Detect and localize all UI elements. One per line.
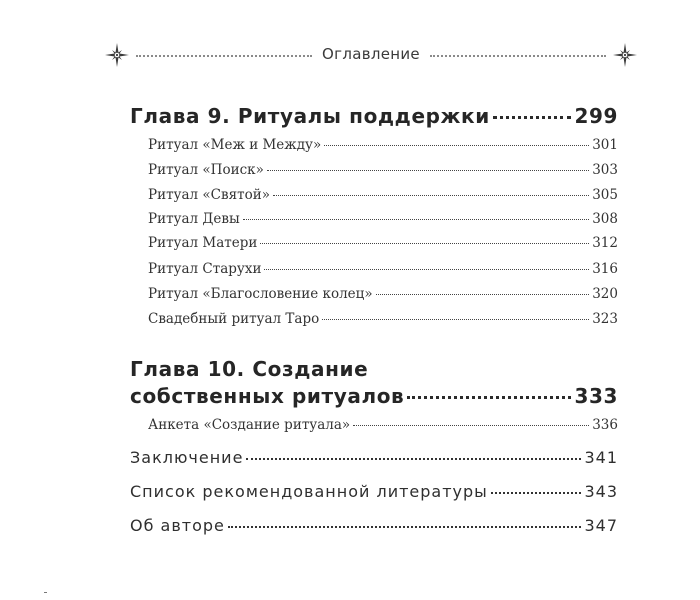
- entry-title: Анкета «Создание ритуала»: [148, 417, 351, 433]
- header-dotted-line: [430, 55, 606, 57]
- chapter-title: собственных ритуалов: [130, 384, 405, 408]
- dot-leader: [376, 294, 590, 295]
- entry-page-number: 305: [592, 187, 618, 203]
- dot-leader: [407, 396, 571, 399]
- page-title: Оглавление: [322, 45, 420, 63]
- dot-leader: [243, 219, 590, 220]
- entry-title: Ритуал «Святой»: [148, 187, 270, 203]
- entry-title: Ритуал «Поиск»: [148, 162, 264, 178]
- chapter-title: Глава 9. Ритуалы поддержки: [130, 104, 490, 128]
- toc-entry: [148, 187, 618, 203]
- toc-entry: [148, 261, 618, 277]
- toc-header: [104, 42, 638, 68]
- entry-title: Ритуал Матери: [148, 235, 258, 251]
- entry-page-number: 320: [592, 286, 618, 302]
- section-page-number: 347: [584, 516, 618, 535]
- toc-entry: [148, 286, 618, 302]
- toc-entry: [148, 311, 618, 327]
- scan-speck: [44, 592, 47, 593]
- dot-leader: [322, 319, 589, 320]
- toc-chapter: [130, 384, 618, 408]
- entry-page-number: 312: [592, 235, 618, 251]
- toc-entry: [148, 137, 618, 153]
- entry-title: Ритуал «Благословение колец»: [148, 286, 373, 302]
- entry-title: Ритуал Старухи: [148, 261, 262, 277]
- section-title: Заключение: [130, 448, 244, 467]
- chapter-page-number: 333: [574, 384, 618, 408]
- section-page-number: 343: [584, 482, 618, 501]
- chapter-page-number: 299: [574, 104, 618, 128]
- toc-entry: [148, 211, 618, 227]
- toc-section: [130, 448, 618, 467]
- dot-leader: [491, 492, 582, 494]
- dot-leader: [267, 170, 589, 171]
- toc-section: [130, 482, 618, 501]
- dot-leader: [260, 243, 589, 244]
- entry-title: Свадебный ритуал Таро: [148, 311, 320, 327]
- entry-page-number: 323: [592, 311, 618, 327]
- ornament-star-icon: [104, 42, 130, 68]
- chapter-title: Глава 10. Создание: [130, 357, 369, 381]
- toc-entry: [148, 417, 618, 433]
- toc-chapter: [130, 104, 618, 128]
- dot-leader: [324, 145, 589, 146]
- section-page-number: 341: [584, 448, 618, 467]
- entry-title: Ритуал Девы: [148, 211, 240, 227]
- entry-page-number: 303: [592, 162, 618, 178]
- section-title: Список рекомендованной литературы: [130, 482, 488, 501]
- dot-leader: [246, 458, 581, 460]
- toc-section: [130, 516, 618, 535]
- dot-leader: [273, 195, 589, 196]
- toc-entry: [148, 235, 618, 251]
- ornament-star-icon: [612, 42, 638, 68]
- entry-title: Ритуал «Меж и Между»: [148, 137, 322, 153]
- dot-leader: [228, 526, 582, 528]
- section-title: Об авторе: [130, 516, 225, 535]
- dot-leader: [264, 269, 589, 270]
- dot-leader: [353, 425, 589, 426]
- entry-page-number: 336: [592, 417, 618, 433]
- toc-entry: [148, 162, 618, 178]
- entry-page-number: 301: [592, 137, 618, 153]
- entry-page-number: 308: [592, 211, 618, 227]
- dot-leader: [493, 116, 572, 119]
- header-dotted-line: [136, 55, 312, 57]
- entry-page-number: 316: [592, 261, 618, 277]
